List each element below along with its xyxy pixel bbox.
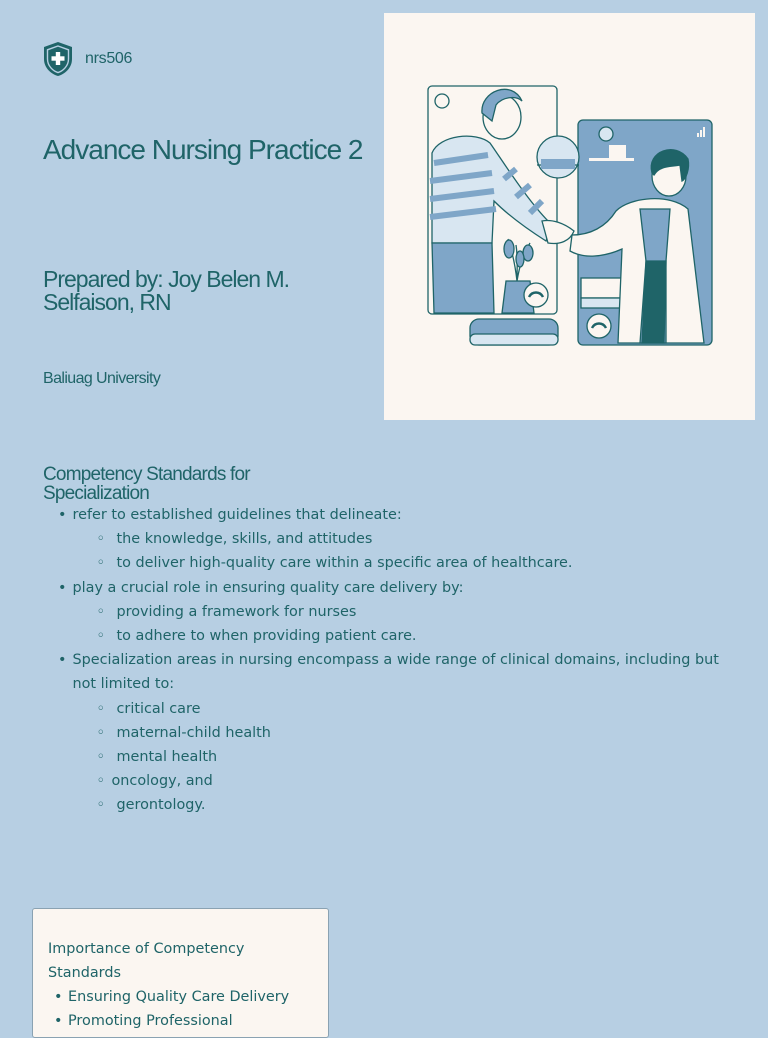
sub-bullet-item: ◦ critical care xyxy=(73,697,739,721)
sub-bullet-item: ◦ mental health xyxy=(73,745,739,769)
card-item: • Promoting Professional xyxy=(54,1009,289,1033)
phone-icon xyxy=(524,283,548,307)
sub-bullet-item: ◦ the knowledge, skills, and attitudes xyxy=(73,527,739,551)
back-icon xyxy=(435,94,449,108)
sub-bullet-item: ◦ providing a framework for nurses xyxy=(73,600,739,624)
bullet-text: refer to established guidelines that delineate: xyxy=(72,507,402,523)
sub-bullet-list xyxy=(73,697,739,818)
shield-cross-icon xyxy=(41,40,75,78)
sub-bullet-item: ◦ oncology, and xyxy=(73,769,739,793)
handshake-illustration xyxy=(384,13,755,420)
brand xyxy=(41,40,132,78)
section-title: Competency Standards for Specialization xyxy=(43,464,250,504)
document-title: Advance Nursing Practice 2 xyxy=(43,134,363,165)
floating-circle xyxy=(537,136,579,178)
handshake xyxy=(542,220,574,243)
bullet-item xyxy=(58,576,738,649)
sub-bullet-item: ◦ to adhere to when providing patient care. xyxy=(73,624,739,648)
brand-name: nrs506 xyxy=(85,50,133,67)
sub-bullet-item: ◦ to deliver high-quality care within a specific area of healthcare. xyxy=(73,551,739,575)
bullet-text: Specialization areas in nursing encompass a wide range of clinical domains, including but not limited to: xyxy=(72,652,719,693)
bullet-text: play a crucial role in ensuring quality care delivery by: xyxy=(72,579,464,596)
back-icon xyxy=(599,127,613,141)
card-title: Importance of Competency Standards xyxy=(48,941,245,981)
sub-bullet-item: ◦ gerontology. xyxy=(73,793,739,817)
sub-bullet-list xyxy=(73,600,739,648)
competency-bullet-list xyxy=(58,503,738,818)
bullet-item xyxy=(58,648,738,817)
sub-bullet-list xyxy=(73,527,739,575)
university-name: Baliuag University xyxy=(43,370,161,387)
card-item: • Ensuring Quality Care Delivery xyxy=(54,985,289,1009)
importance-card xyxy=(32,908,329,1038)
bullet-item xyxy=(58,503,738,576)
card-bullet-list xyxy=(54,985,289,1033)
phone-icon xyxy=(587,314,611,338)
prepared-by: Prepared by: Joy Belen M. Selfaison, RN xyxy=(43,266,290,315)
sub-bullet-item: ◦ maternal-child health xyxy=(73,721,739,745)
